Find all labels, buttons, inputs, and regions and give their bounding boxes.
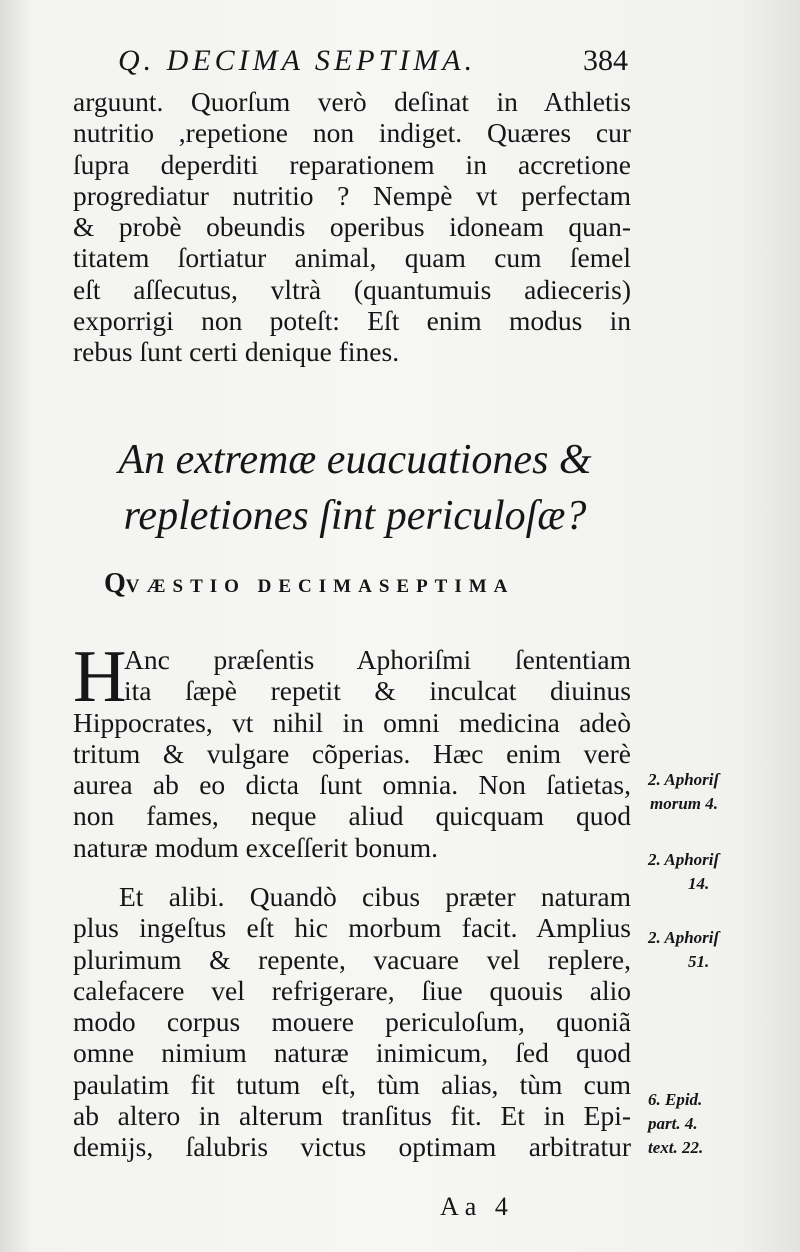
text-line: rebus ſunt certi denique fines. xyxy=(73,336,400,368)
text-line: plus ingeſtus eſt hic morbum facit. Amplius xyxy=(73,912,631,944)
text-line: eſt aſſecutus, vltrà (quantumuis adieceris) xyxy=(73,273,631,305)
margin-note-line: 14. xyxy=(688,874,710,893)
question-heading xyxy=(60,432,650,544)
margin-note-line: 51. xyxy=(688,952,710,971)
text-line: & probè obeundis operibus idoneam quan- xyxy=(73,211,631,243)
text-line: ab altero in alterum tranſitus fit. Et in Epi- xyxy=(73,1100,631,1132)
margin-note xyxy=(648,926,778,974)
text-line: aurea ab eo dicta ſunt omnia. Non ſatietas, xyxy=(73,769,631,801)
heading-line: repletiones ſint periculoſæ? xyxy=(123,493,587,539)
paragraph-a xyxy=(73,707,631,863)
question-label-initial: Q xyxy=(104,568,126,599)
text-line: naturæ modum exceſſerit bonum. xyxy=(73,831,439,863)
text-line: modo corpus mouere periculoſum, quoniã xyxy=(73,1006,631,1038)
top-paragraph xyxy=(73,86,631,368)
text-line: Hippocrates, vt nihil in omni medicina adeò xyxy=(73,706,631,738)
margin-note-line: text. 22. xyxy=(648,1138,704,1157)
text-line: titatem ſortiatur animal, quam cum ſemel xyxy=(73,242,631,274)
paragraph-b xyxy=(73,881,631,1163)
margin-note-line: part. 4. xyxy=(648,1114,698,1133)
drop-cap: H xyxy=(73,636,127,718)
text-line: paulatim fit tutum eſt, tùm alias, tùm cum xyxy=(73,1068,631,1100)
text-line: ſupra deperditi reparationem in accretione xyxy=(73,148,631,180)
text-line: nutritio ,repetione non indiget. Quæres cur xyxy=(73,117,631,149)
margin-note-line: 2. Aphoriſ xyxy=(648,850,720,869)
margin-note-line: 2. Aphoriſ xyxy=(648,770,720,789)
running-head-title: Q. DECIMA SEPTIMA. xyxy=(118,44,477,77)
text-line: demijs, ſalubris victus optimam arbitratur xyxy=(73,1131,631,1163)
margin-note-line: 6. Epid. xyxy=(648,1090,703,1109)
running-head xyxy=(118,44,628,84)
text-line: plurimum & repente, vacuare vel replere, xyxy=(73,943,631,975)
page-number: 384 xyxy=(583,44,628,77)
text-line: Et alibi. Quandò cibus præter naturam xyxy=(119,881,631,912)
text-line: Anc præſentis Aphoriſmi ſententiam xyxy=(124,644,631,675)
text-line: arguunt. Quorſum verò deſinat in Athletis xyxy=(73,86,631,117)
question-label-text: VÆSTIO DECIMASEPTIMA xyxy=(125,576,515,597)
margin-note xyxy=(648,848,778,896)
text-line: non fames, neque aliud quicquam quod xyxy=(73,800,631,832)
paragraph-a-indented xyxy=(124,644,631,707)
text-line: omne nimium naturæ inimicum, ſed quod xyxy=(73,1037,631,1069)
margin-note xyxy=(648,768,778,816)
heading-line: An extremæ euacuationes & xyxy=(118,437,592,483)
text-line: exporrigi non poteſt: Eſt enim modus in xyxy=(73,305,631,337)
text-line: progrediatur nutritio ? Nempè vt perfectam xyxy=(73,179,631,211)
margin-note-line: morum 4. xyxy=(650,794,719,813)
text-line: tritum & vulgare cõperias. Hæc enim verè xyxy=(73,737,631,769)
question-label xyxy=(104,568,604,600)
text-line: ita ſæpè repetit & inculcat diuinus xyxy=(124,675,631,707)
margin-note xyxy=(648,1088,778,1160)
text-line: calefacere vel refrigerare, ſiue quouis alio xyxy=(73,974,631,1006)
signature-mark: Aa 4 xyxy=(440,1192,514,1221)
margin-note-line: 2. Aphoriſ xyxy=(648,928,720,947)
